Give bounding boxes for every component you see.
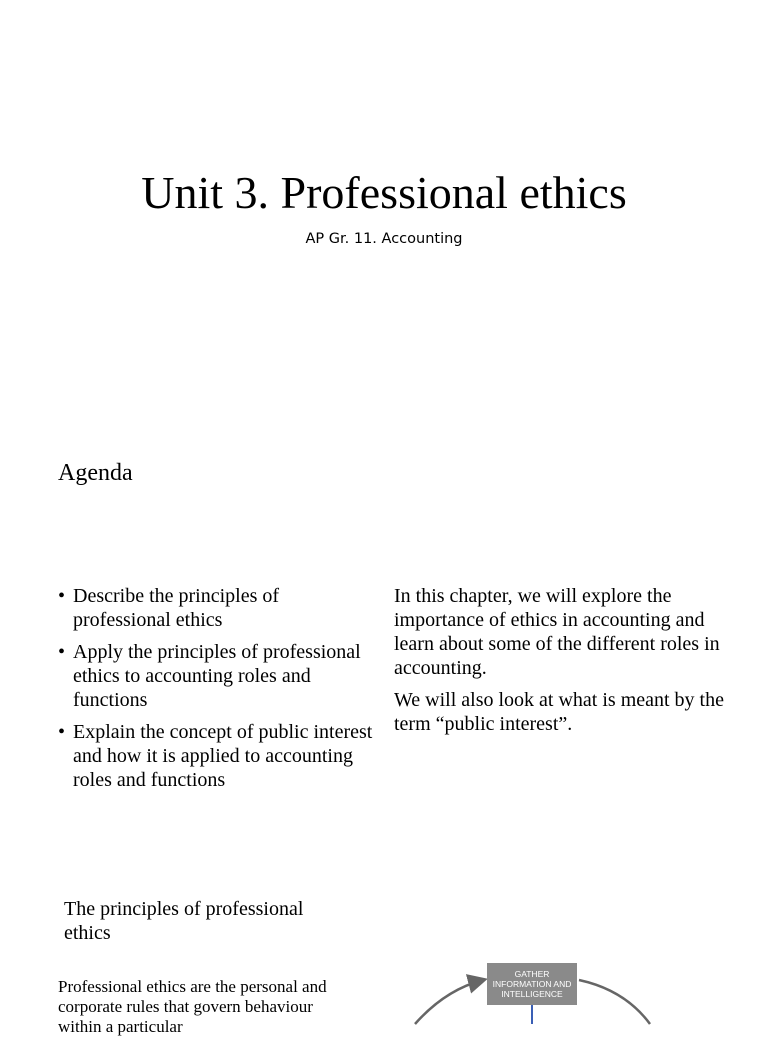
slide-title: Unit 3. Professional ethics xyxy=(141,167,627,218)
cycle-arrow-left xyxy=(415,980,483,1024)
intro-paragraph: We will also look at what is meant by the term “public interest”. xyxy=(394,689,724,735)
agenda-bullet: • Describe the principles of professional ethics xyxy=(58,584,378,632)
agenda-intro xyxy=(394,584,724,744)
principles-title: The principles of professional ethics xyxy=(64,898,304,944)
title-slide xyxy=(0,0,768,405)
agenda-slide xyxy=(0,405,768,880)
agenda-bullet-list xyxy=(58,584,378,800)
diagram-node-gather: GATHER INFORMATION AND INTELLIGENCE xyxy=(487,963,577,1005)
agenda-bullet: • Apply the principles of professional ethics to accounting roles and functions xyxy=(58,640,378,712)
intro-paragraph: In this chapter, we will explore the importance of ethics in accounting and learn about some of the different roles in accounting. xyxy=(394,585,720,679)
cycle-arrow-right xyxy=(579,980,650,1024)
agenda-heading: Agenda xyxy=(58,460,133,486)
slide-subtitle: AP Gr. 11. Accounting xyxy=(305,231,463,247)
principles-body: Professional ethics are the personal and corporate rules that govern behaviour within a particular xyxy=(58,977,327,1036)
principles-slide xyxy=(0,880,768,1036)
agenda-bullet: • Explain the concept of public interest and how it is applied to accounting roles and functions xyxy=(58,720,378,792)
